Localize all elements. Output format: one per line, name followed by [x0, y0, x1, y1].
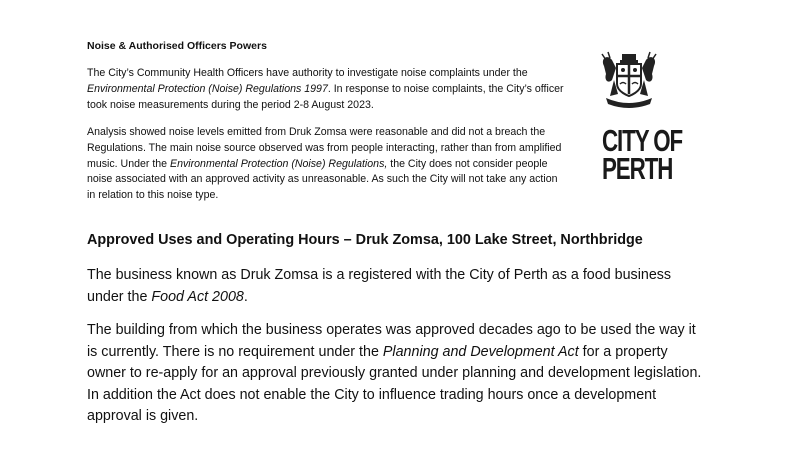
- section-heading-approved-uses: Approved Uses and Operating Hours – Druk Zomsa, 100 Lake Street, Northbridge: [87, 232, 643, 248]
- regulation-title: Environmental Protection (Noise) Regulations,: [170, 157, 388, 170]
- logo-wordmark: [602, 123, 683, 186]
- logo-line-2: PERTH: [602, 151, 673, 186]
- act-title: Food Act 2008: [151, 288, 244, 305]
- text-run: The building from which the business operates was approved decades ago to be used the way it is currently. There is no requirement under the: [87, 322, 696, 360]
- paragraph-food-business: [87, 265, 707, 308]
- logo-line-1: CITY OF: [602, 123, 683, 158]
- text-run: The business known as Druk Zomsa is a registered with the City of Perth as a food business under the: [87, 267, 672, 305]
- coat-of-arms-icon: [598, 50, 660, 112]
- city-of-perth-logo: [598, 50, 683, 205]
- paragraph-officers-authority: [87, 66, 567, 113]
- regulation-title: Environmental Protection (Noise) Regulations 1997: [87, 82, 328, 95]
- text-run: The City’s Community Health Officers have authority to investigate noise complaints under the: [87, 67, 528, 79]
- paragraph-noise-analysis: [87, 125, 567, 204]
- paragraph-building-approval: [87, 320, 707, 428]
- text-run: .: [243, 288, 248, 305]
- text-run: the City does not consider people noise associated with an approved activity as unreasonable. As such the City will not take any action in relation to this noise type.: [87, 157, 558, 202]
- text-run: Analysis showed noise levels emitted from Druk Zomsa were reasonable and did not a breach the Regulations. The main noise source observed was from people interacting, rather than from amplified music. Under the: [87, 126, 562, 170]
- text-run: for a property owner to re-apply for an approval previously granted under planning and development legislation. In addition the Act does not enable the City to influence trading hours once a development approval is given.: [87, 343, 702, 424]
- section-heading-noise: Noise & Authorised Officers Powers: [87, 40, 267, 52]
- text-run: . In response to noise complaints, the City’s officer took noise measurements during the period 2-8 August 2023.: [87, 82, 564, 111]
- act-title: Planning and Development Act: [382, 343, 579, 360]
